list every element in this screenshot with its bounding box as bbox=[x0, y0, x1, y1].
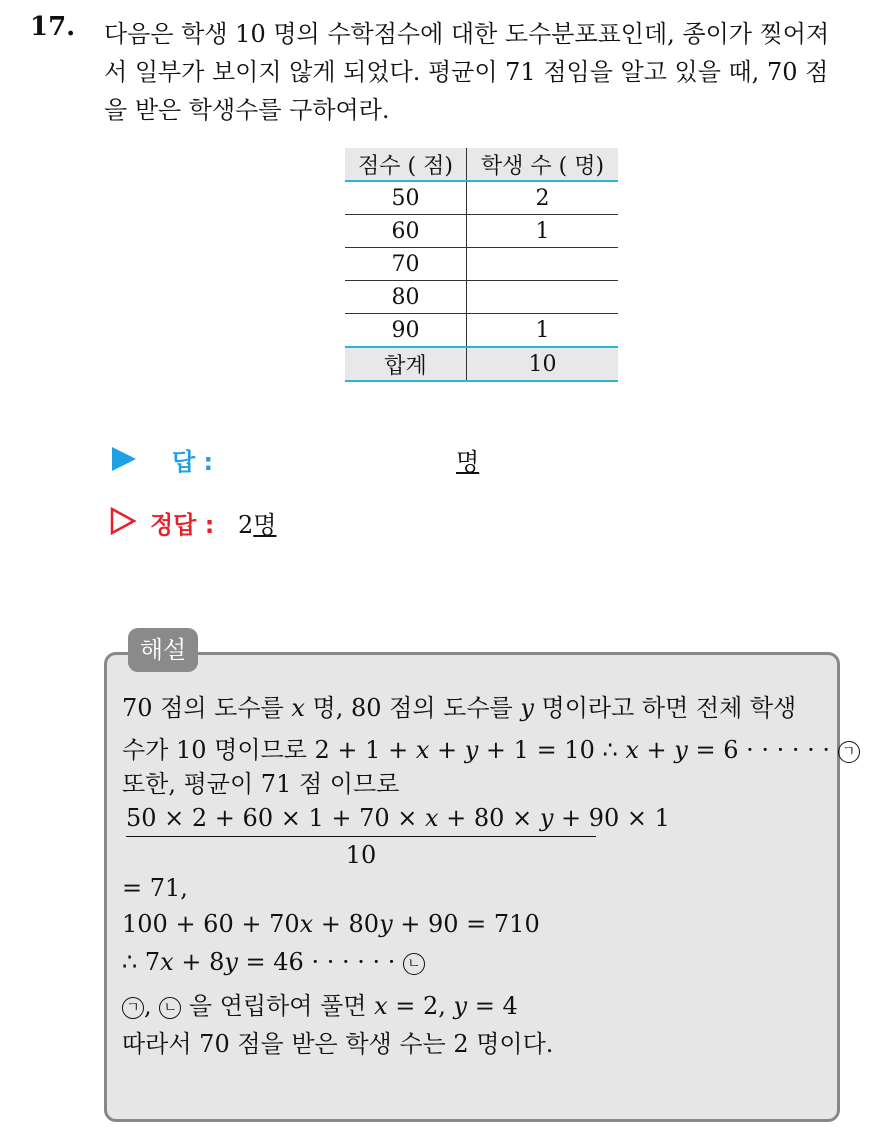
header-score: 점수 ( 점) bbox=[345, 148, 467, 181]
solution-line-8: 따라서 70 점을 받은 학생 수는 2 명이다. bbox=[122, 1030, 554, 1058]
frequency-table bbox=[345, 148, 618, 382]
solution-line-7: ㄱ , ㄴ 을 연립하여 풀면 x = 2, y = 4 bbox=[122, 986, 518, 1021]
table-row bbox=[345, 181, 618, 215]
circled-mark-2: ㄴ bbox=[403, 953, 425, 975]
table-row bbox=[345, 281, 618, 314]
table-header-row bbox=[345, 148, 618, 181]
count-cell bbox=[467, 248, 619, 281]
total-label-cell: 합계 bbox=[345, 347, 467, 381]
table-row bbox=[345, 314, 618, 348]
solution-line-4: = 71, bbox=[122, 874, 188, 902]
total-value-cell: 10 bbox=[467, 347, 619, 381]
correct-answer-number: 2 bbox=[238, 511, 254, 539]
score-cell: 50 bbox=[345, 181, 467, 215]
circled-mark-2: ㄴ bbox=[159, 997, 181, 1019]
correct-answer-label: 정답 : bbox=[150, 511, 215, 539]
fraction-numerator: 50 × 2 + 60 × 1 + 70 × x + 80 × y + 90 × 1 bbox=[126, 804, 596, 837]
table-total-row bbox=[345, 347, 618, 381]
score-cell: 70 bbox=[345, 248, 467, 281]
circled-mark-1: ㄱ bbox=[122, 997, 144, 1019]
circled-mark-1: ㄱ bbox=[838, 741, 860, 763]
count-cell: 1 bbox=[467, 215, 619, 248]
question-line-1: 다음은 학생 10 명의 수학점수에 대한 도수분포표인데, 종이가 찢어져 bbox=[104, 20, 830, 48]
table-row bbox=[345, 215, 618, 248]
solution-line-2: 수가 10 명이므로 2 + 1 + x + y + 1 = 10 ∴ x + y = 6 · · · · · · ㄱ bbox=[122, 730, 860, 765]
question-line-3: 을 받은 학생수를 구하여라. bbox=[104, 96, 390, 124]
correct-answer-value bbox=[238, 505, 276, 540]
question-number: 17. bbox=[30, 12, 76, 42]
solution-line-6: ∴ 7x + 8y = 46 · · · · · · ㄴ bbox=[122, 948, 425, 976]
solution-tab: 해설 bbox=[128, 628, 198, 672]
table-row bbox=[345, 248, 618, 281]
answer-label: 답 : bbox=[172, 448, 214, 476]
solution-line-5: 100 + 60 + 70x + 80y + 90 = 710 bbox=[122, 910, 540, 938]
fraction-denominator: 10 bbox=[345, 841, 377, 869]
question-line-2: 서 일부가 보이지 않게 되었다. 평균이 71 점임을 알고 있을 때, 70 점 bbox=[104, 58, 829, 86]
answer-unit: 명 bbox=[456, 448, 480, 476]
count-cell bbox=[467, 281, 619, 314]
score-cell: 90 bbox=[345, 314, 467, 348]
solution-line-1: 70 점의 도수를 x 명, 80 점의 도수를 y 명이라고 하면 전체 학생 bbox=[122, 694, 797, 722]
count-cell: 2 bbox=[467, 181, 619, 215]
count-cell: 1 bbox=[467, 314, 619, 348]
answer-row bbox=[110, 442, 510, 478]
mean-fraction bbox=[126, 804, 670, 869]
header-students: 학생 수 ( 명) bbox=[467, 148, 619, 181]
correct-answer-unit: 명 bbox=[253, 511, 277, 539]
score-cell: 60 bbox=[345, 215, 467, 248]
solid-triangle-icon bbox=[112, 447, 136, 471]
score-cell: 80 bbox=[345, 281, 467, 314]
correct-answer-row bbox=[110, 505, 410, 541]
solution-line-3: 또한, 평균이 71 점 이므로 bbox=[122, 770, 400, 798]
hollow-triangle-icon bbox=[110, 507, 136, 535]
